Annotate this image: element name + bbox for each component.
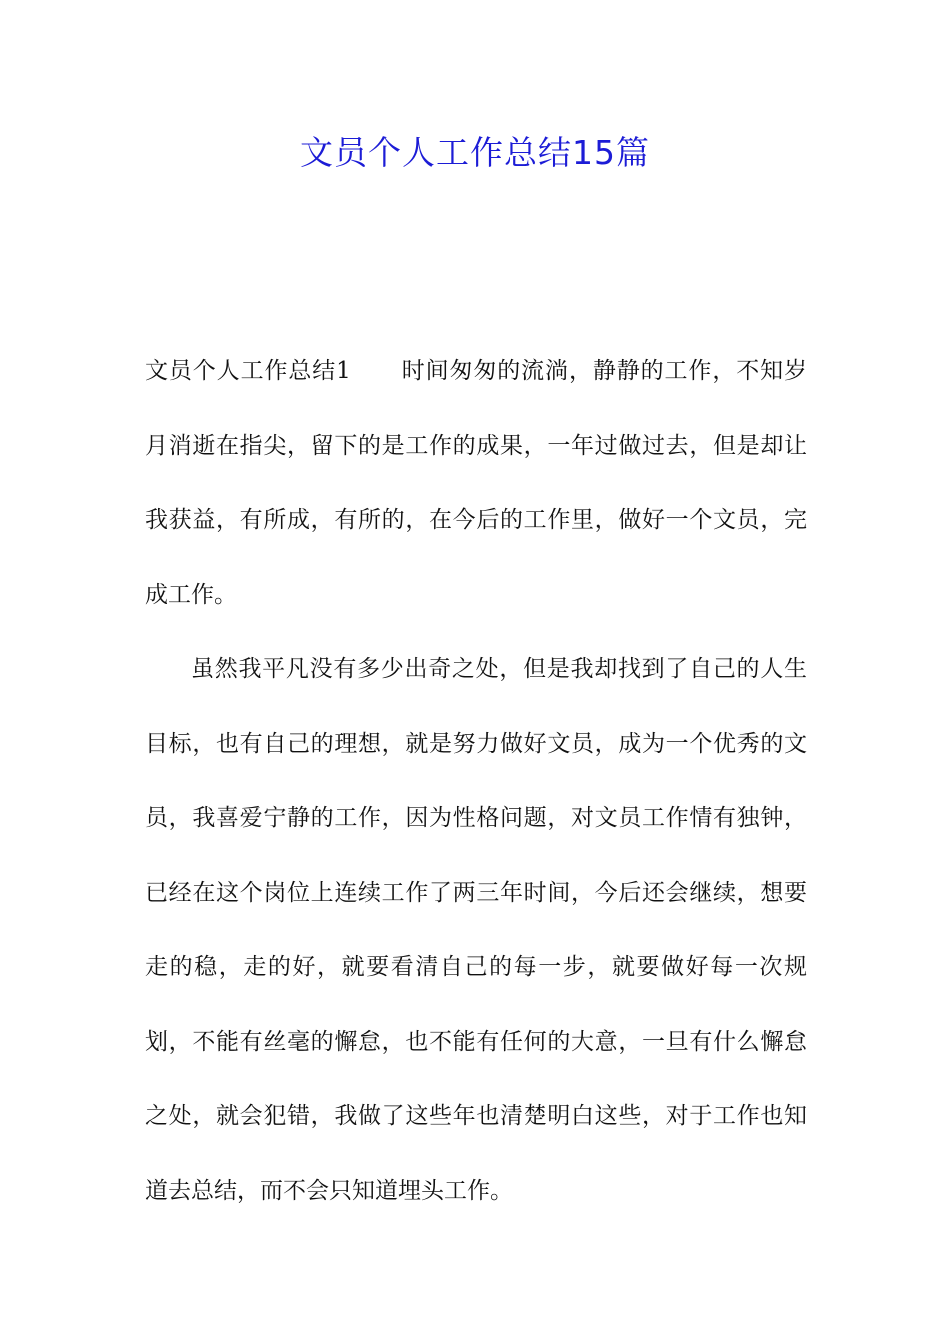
paragraph-2: 虽然我平凡没有多少出奇之处，但是我却找到了自己的人生目标，也有自己的理想，就是努力做好文员，成为一个优秀的文员，我喜爱宁静的工作，因为性格问题，对文员工作情有独钟，已经在这个岗位上连续工作了两三年时间，今后还会继续，想要走的稳，走的好，就要看清自己的每一步，就要做好每一次规划，不能有丝毫的懈怠，也不能有任何的大意，一旦有什么懈怠之处，就会犯错，我做了这些年也清楚明白这些，对于工作也知道去总结，而不会只知道埋头工作。 <box>145 656 807 1204</box>
document-body <box>145 334 807 1228</box>
document-title: 文员个人工作总结15篇 <box>300 133 650 172</box>
paragraph-1 <box>145 334 807 632</box>
section-heading: 文员个人工作总结1 <box>145 358 351 384</box>
paragraph-1-text: 时间匆匆的流淌，静静的工作，不知岁月消逝在指尖，留下的是工作的成果，一年过做过去，但是却让我获益，有所成，有所的，在今后的工作里，做好一个文员，完成工作。 <box>145 358 808 608</box>
